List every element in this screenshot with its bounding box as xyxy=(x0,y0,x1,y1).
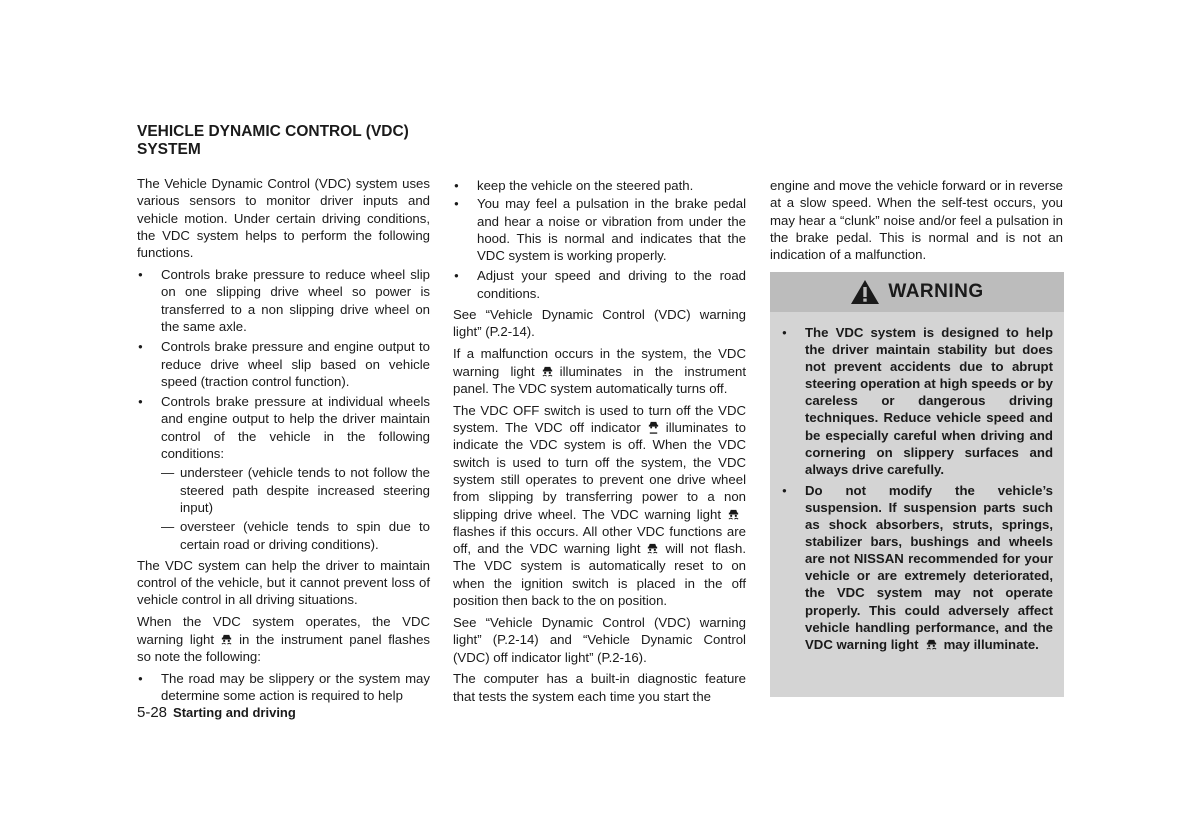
reference-paragraph: See “Vehicle Dynamic Control (VDC) warning light” (P.2-14). xyxy=(453,307,746,340)
vdc-warning-icon xyxy=(541,365,554,378)
intro-paragraph: The Vehicle Dynamic Control (VDC) system uses various sensors to monitor driver inputs and vehicle motion. Under certain driving conditions, the VDC system helps to perform the following functions. xyxy=(137,176,430,261)
list-item: ● Controls brake pressure to reduce wheel slip on one slipping drive wheel so power is transferred to a non slipping drive wheel on the same axle. xyxy=(137,266,430,335)
warning-body xyxy=(770,312,1064,653)
functions-list xyxy=(137,266,430,553)
list-item: ● You may feel a pulsation in the brake pedal and hear a noise or vibration from under the hood. This is normal and indicates that the VDC system is working properly. xyxy=(453,195,746,264)
paragraph xyxy=(137,613,430,665)
list-item: ● Adjust your speed and driving to the road conditions. xyxy=(453,267,746,302)
vdc-warning-icon xyxy=(220,633,233,646)
page-footer xyxy=(137,704,296,722)
page-number: 5-28 xyxy=(137,704,168,721)
vdc-off-icon xyxy=(647,421,660,434)
text-span: illuminates in the instrument panel. The VDC system automatically turns off. xyxy=(453,363,746,396)
dash-item: — understeer (vehicle tends to not follow the steered path despite increased steering input) xyxy=(161,464,430,516)
column-1 xyxy=(137,175,430,708)
column-2 xyxy=(453,177,746,710)
text-span: illuminates to indicate the VDC system is off. When the VDC switch is used to turn off the system, the VDC system still operates to prevent one drive wheel from slipping by transferring power to a non slipping drive wheel. The VDC warning light xyxy=(453,420,746,522)
column-3 xyxy=(770,177,1063,268)
dash-item: — oversteer (vehicle tends to spin due to certain road or driving conditions). xyxy=(161,518,430,553)
warning-item xyxy=(781,482,1053,653)
section-heading: VEHICLE DYNAMIC CONTROL (VDC) SYSTEM xyxy=(137,123,409,158)
paragraph: The computer has a built-in diagnostic feature that tests the system each time you start the xyxy=(453,671,746,704)
conditions-list xyxy=(161,464,430,552)
text-span: may illuminate. xyxy=(943,636,1039,652)
warning-header xyxy=(770,272,1064,312)
warning-list xyxy=(781,324,1053,653)
warning-title: WARNING xyxy=(888,281,984,302)
paragraph xyxy=(453,402,746,610)
warning-box xyxy=(770,272,1064,697)
paragraph: engine and move the vehicle forward or in reverse at a slow speed. When the self-test occurs, you may hear a “clunk” noise and/or feel a pulsation in the brake pedal. This is normal and is not an indication of a malfunction. xyxy=(770,178,1063,263)
note-list xyxy=(137,670,430,705)
note-list-continued xyxy=(453,177,746,194)
reference-paragraph: See “Vehicle Dynamic Control (VDC) warning light” (P.2-14) and “Vehicle Dynamic Control (VDC) off indicator light” (P.2-16). xyxy=(453,614,746,665)
vdc-warning-icon xyxy=(727,508,740,521)
text-span: Do not modify the vehicle’s suspension. If suspension parts such as shock absorbers, struts, springs, stabilizer bars, bushings and wheels are not NISSAN recommended for your vehicle or are extremely deteriorated, the VDC system may not operate properly. This could adversely affect vehicle handling performance, and the VDC warning light xyxy=(805,482,1053,652)
list-item-continued: ● keep the vehicle on the steered path. xyxy=(453,177,746,194)
text-span: in the instrument panel flashes so note the following: xyxy=(137,631,430,664)
text-span: If a malfunction occurs in the system, the VDC warning light xyxy=(453,346,746,379)
warning-item: ● The VDC system is designed to help the driver maintain stability but does not prevent accidents due to abrupt steering operation at high speeds or by careless or dangerous driving techniques. Reduce vehicle speed and be especially careful when driving and cornering on slippery surfaces and always drive carefully. xyxy=(781,324,1053,478)
list-item: ● Controls brake pressure and engine output to reduce drive wheel slip based on vehicle speed (traction control function). xyxy=(137,338,430,390)
warning-triangle-icon xyxy=(850,279,880,305)
text-span: flashes if this occurs. All other VDC functions are off, and the VDC warning light xyxy=(453,523,746,557)
list-item xyxy=(137,393,430,553)
note-list xyxy=(453,195,746,302)
text-span: When the VDC system operates, the VDC warning light xyxy=(137,614,430,647)
list-item: ● The road may be slippery or the system may determine some action is required to help xyxy=(137,670,430,705)
list-item-text: Controls brake pressure at individual wheels and engine output to help the driver maintain control of the vehicle in the following conditions: xyxy=(161,394,430,462)
vdc-warning-icon xyxy=(646,542,659,555)
text-span: will not flash. The VDC system is automatically reset to on when the ignition switch is placed in the off position then back to the on position. xyxy=(453,541,746,609)
text-span: The VDC OFF switch is used to turn off the VDC system. The VDC off indicator xyxy=(453,402,746,436)
paragraph: The VDC system can help the driver to maintain control of the vehicle, but it cannot prevent loss of vehicle control in all driving situations. xyxy=(137,557,430,608)
paragraph xyxy=(453,345,746,397)
section-name: Starting and driving xyxy=(173,705,296,720)
vdc-warning-icon xyxy=(925,638,938,651)
